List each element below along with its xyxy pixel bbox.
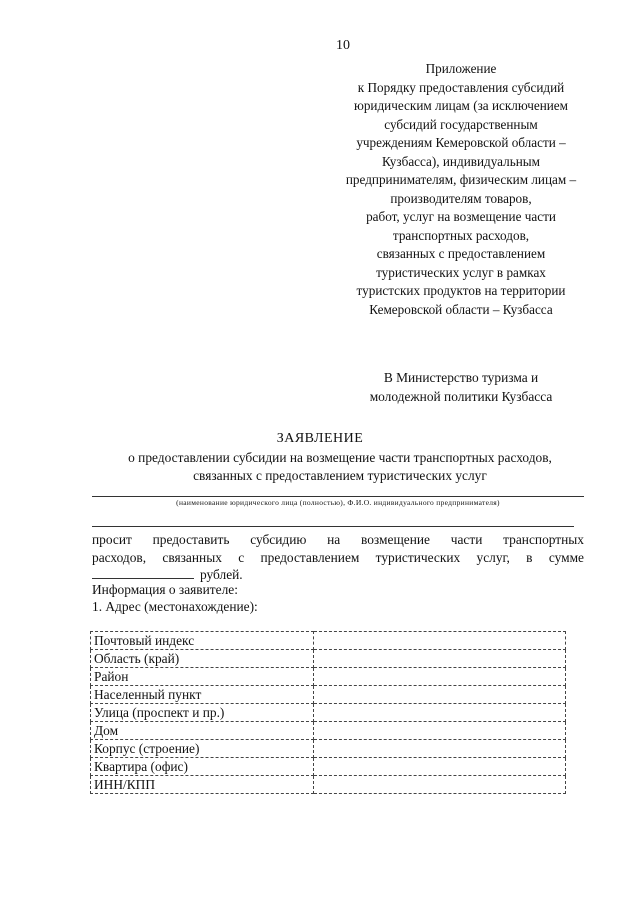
appendix-header xyxy=(326,60,596,319)
address-row-value[interactable] xyxy=(314,686,566,704)
addressee-line: В Министерство туризма и xyxy=(383,370,539,385)
appendix-line: работ, услуг на возмещение части xyxy=(366,209,556,224)
table-row xyxy=(91,704,566,722)
table-row xyxy=(91,758,566,776)
appendix-line: юридическим лицам (за исключением xyxy=(353,98,569,113)
sum-amount-field[interactable] xyxy=(92,566,194,579)
address-row-label: Населенный пункт xyxy=(91,686,314,704)
appendix-line: субсидий государственным xyxy=(384,116,538,132)
appendix-line: к Порядку предоставления субсидий xyxy=(357,79,565,95)
appendix-line: Кемеровской области – Кузбасса xyxy=(369,301,553,317)
request-text-line: расходов, связанных с предоставлением туристических услуг, в сумме xyxy=(92,550,584,565)
address-row-value[interactable] xyxy=(314,776,566,794)
appendix-line: туристских продуктов на территории xyxy=(356,283,566,298)
applicant-name-field-continued[interactable] xyxy=(92,526,574,527)
appendix-line: учреждениям Кемеровской области – xyxy=(356,135,566,150)
addressee-line: молодежной политики Кузбасса xyxy=(369,388,553,404)
address-row-value[interactable] xyxy=(314,740,566,758)
address-row-value[interactable] xyxy=(314,650,566,668)
appendix-line: туристических услуг в рамках xyxy=(376,264,546,280)
appendix-line: транспортных расходов, xyxy=(392,227,530,243)
address-table xyxy=(90,631,566,794)
address-row-label: Область (край) xyxy=(91,650,314,668)
address-row-value[interactable] xyxy=(314,632,566,650)
applicant-name-caption: (наименование юридического лица (полностью), Ф.И.О. индивидуального предпринимателя) xyxy=(176,498,500,507)
address-row-label: Улица (проспект и пр.) xyxy=(91,704,314,722)
subtitle-line: связанных с предоставлением туристических услуг xyxy=(193,468,487,483)
address-section-label: 1. Адрес (местонахождение): xyxy=(92,599,258,614)
appendix-line: связанных с предоставлением xyxy=(376,246,546,261)
page-number: 10 xyxy=(336,38,350,53)
table-row xyxy=(91,740,566,758)
address-row-value[interactable] xyxy=(314,668,566,686)
document-title: ЗАЯВЛЕНИЕ xyxy=(276,431,364,446)
table-row xyxy=(91,722,566,740)
address-row-value[interactable] xyxy=(314,722,566,740)
addressee xyxy=(326,369,596,406)
request-text-line: просит предоставить субсидию на возмещение части транспортных xyxy=(92,532,584,547)
table-row xyxy=(91,776,566,794)
address-row-label: ИНН/КПП xyxy=(91,776,314,794)
appendix-line: предпринимателям, физическим лицам – xyxy=(345,172,577,187)
appendix-line: производителям товаров, xyxy=(390,190,532,206)
address-row-label: Район xyxy=(91,668,314,686)
address-row-value[interactable] xyxy=(314,704,566,722)
table-row xyxy=(91,686,566,704)
table-row xyxy=(91,668,566,686)
applicant-name-field[interactable] xyxy=(92,496,584,497)
appendix-line: Приложение xyxy=(425,61,497,76)
applicant-info-label: Информация о заявителе: xyxy=(92,582,238,597)
table-row xyxy=(91,632,566,650)
address-row-value[interactable] xyxy=(314,758,566,776)
appendix-line: Кузбасса), индивидуальным xyxy=(382,153,540,169)
currency-label: рублей. xyxy=(200,567,243,582)
address-row-label: Дом xyxy=(91,722,314,740)
address-row-label: Квартира (офис) xyxy=(91,758,314,776)
table-row xyxy=(91,650,566,668)
document-subtitle xyxy=(60,449,620,485)
address-row-label: Почтовый индекс xyxy=(91,632,314,650)
sum-row xyxy=(92,566,243,583)
subtitle-line: о предоставлении субсидии на возмещение части транспортных расходов, xyxy=(128,450,552,465)
address-row-label: Корпус (строение) xyxy=(91,740,314,758)
